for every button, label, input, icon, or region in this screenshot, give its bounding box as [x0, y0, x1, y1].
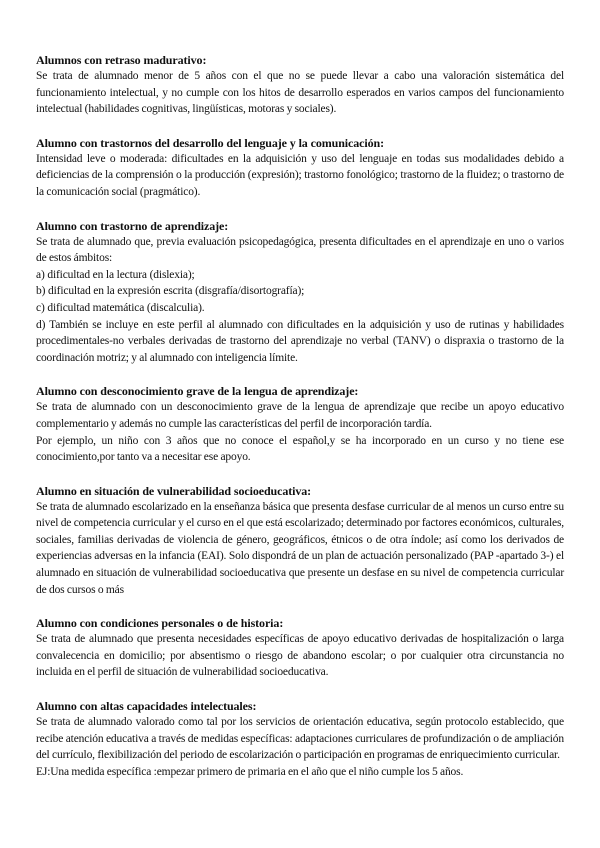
list-item: c) dificultad matemática (discalculia).: [36, 301, 205, 314]
section-altas-capacidades: [36, 698, 564, 780]
section-paragraph: Se trata de alumnado que presenta necesidades específicas de apoyo educativo derivadas de hospitalización o larga convalecencia en domicilio; por absentismo o riesgo de abandono escolar; o por cualquier otra circunstancia no incluida en el perfil de situación de vulnerabilidad socioeducativa.: [36, 633, 564, 679]
section-heading: Alumno con trastornos del desarrollo del lenguaje y la comunicación:: [36, 135, 384, 150]
section-paragraph: EJ:Una medida específica :empezar primero de primaria en el año que el niño cumple los 5 años.: [36, 765, 464, 778]
section-condiciones-personales: [36, 615, 564, 681]
section-heading: Alumnos con retraso madurativo:: [36, 53, 207, 67]
section-paragraph: Intensidad leve o moderada: dificultades en la adquisición y uso del lenguaje en todas sus modalidades debido a deficiencias de la comprensión o la producción (expresión); trastorno fonológico; trastorno de la fluidez; o trastorno de la comunicación social (pragmático).: [36, 152, 564, 198]
section-trastorno-aprendizaje: [36, 218, 564, 367]
list-item: d) También se incluye en este perfil al alumnado con dificultades en la adquisición y uso de rutinas y habilidades procedimentales-no verbales derivadas de trastorno del aprendizaje no verbal (TANV) o dispraxia o trastorno de la coordinación motriz; y al alumnado con inteligencia límite.: [36, 318, 564, 364]
list-item: b) dificultad en la expresión escrita (disgrafía/disortografía);: [36, 285, 305, 298]
section-heading: Alumno con altas capacidades intelectuales:: [36, 699, 257, 714]
document-page: [36, 52, 564, 797]
section-paragraph: Por ejemplo, un niño con 3 años que no conoce el español,y se ha incorporado en un curso y no tiene ese conocimiento,por tanto va a necesitar ese apoyo.: [36, 434, 564, 464]
section-paragraph: Se trata de alumnado escolarizado en la enseñanza básica que presenta desfase curricular de al menos un curso entre su nivel de competencia curricular y el curso en el que está escolarizado; determinado por factores económicos, culturales, sociales, familias derivadas de violencia de género, geográficos, étnicos o de otra índole; así como los derivados de experiencias adversas en la infancia (EAI). Solo dispondrá de un plan de actuación personalizado (PAP -apartado 3-) el alumnado en situación de vulnerabilidad socioeducativa que presente un desfase en su nivel de competencia curricular de dos cursos o más: [36, 500, 564, 596]
section-heading: Alumno en situación de vulnerabilidad socioeducativa:: [36, 483, 312, 498]
section-paragraph: Se trata de alumnado valorado como tal por los servicios de orientación educativa, según protocolo establecido, que recibe atención educativa a través de medidas específicas: adaptaciones curriculares de profundización o de ampliación del currículo, flexibilización del periodo de escolarización o participación en programas de enriquecimiento curricular.: [36, 716, 564, 762]
section-heading: Alumno con trastorno de aprendizaje:: [36, 218, 229, 233]
section-paragraph: Se trata de alumnado que, previa evaluación psicopedagógica, presenta dificultades en el aprendizaje en uno o varios de estos ámbitos:: [36, 235, 564, 265]
section-desconocimiento-lengua: [36, 383, 564, 465]
section-trastornos-lenguaje: [36, 135, 564, 201]
section-heading: Alumno con desconocimiento grave de la lengua de aprendizaje:: [36, 384, 359, 399]
section-paragraph: Se trata de alumnado con un desconocimiento grave de la lengua de aprendizaje que recibe un apoyo educativo complementario y además no cumple las características del perfil de incorporación tardía.: [36, 401, 564, 430]
section-paragraph: Se trata de alumnado menor de 5 años con el que no se puede llevar a cabo una valoración sistemática del funcionamiento intelectual, y no cumple con los hitos de desarrollo esperados en varios campos del funcionamiento intelectual (habilidades cognitivas, lingüísticas, motoras y sociales).: [36, 70, 564, 116]
list-item: a) dificultad en la lectura (dislexia);: [36, 268, 195, 281]
section-heading: Alumno con condiciones personales o de historia:: [36, 616, 284, 631]
section-vulnerabilidad: [36, 483, 564, 599]
section-retraso-madurativo: [36, 52, 564, 118]
